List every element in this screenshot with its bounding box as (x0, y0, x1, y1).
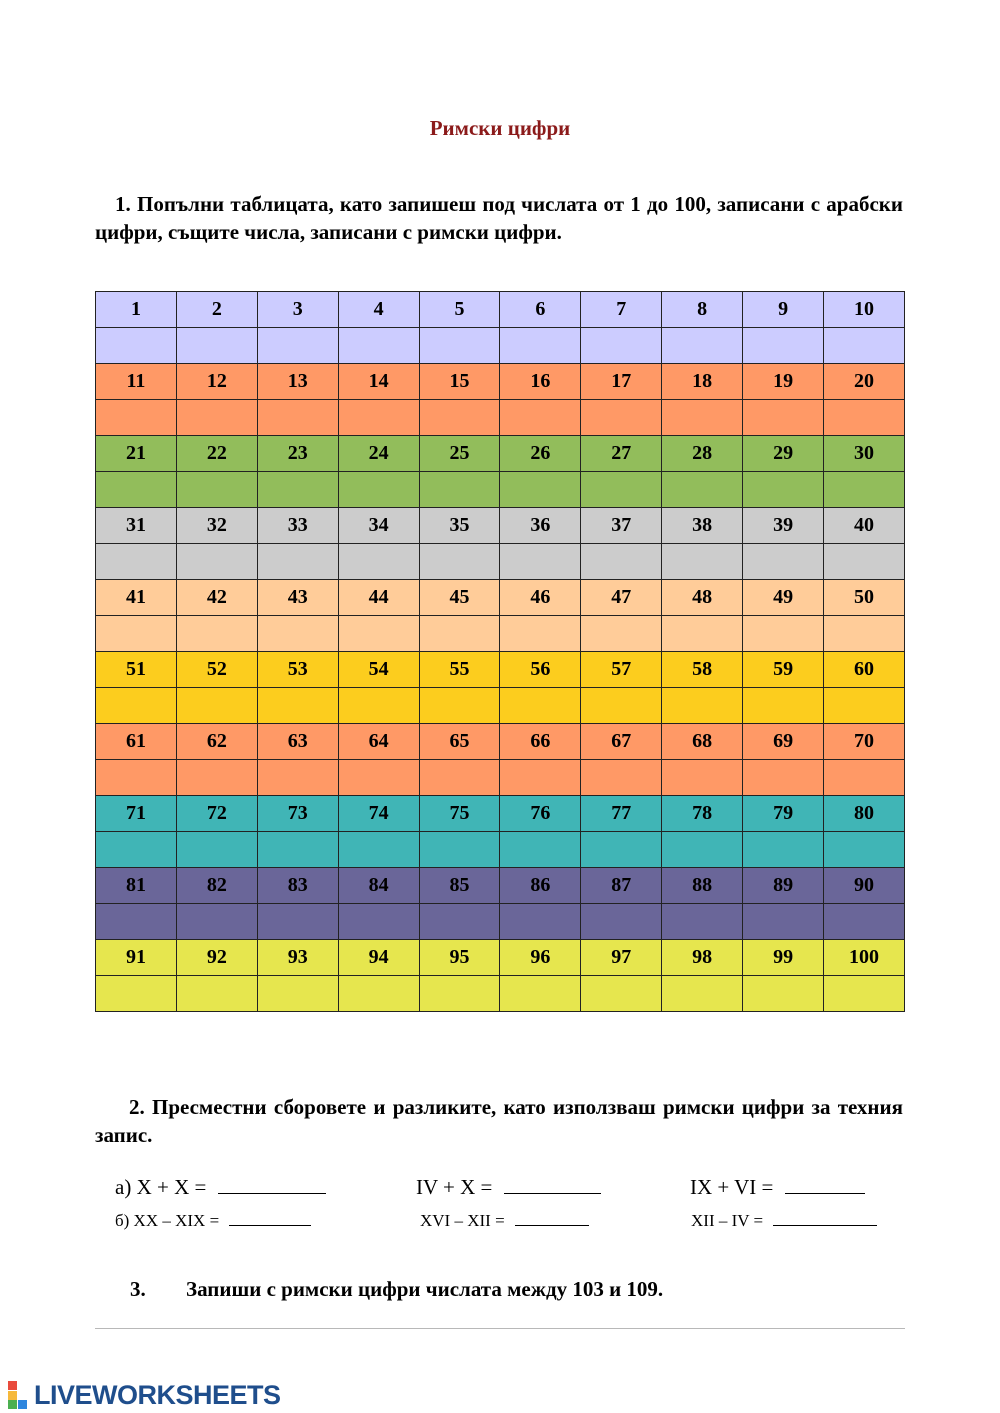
number-cell: 24 (338, 436, 419, 472)
answer-cell[interactable] (96, 976, 177, 1012)
number-cell: 6 (500, 292, 581, 328)
number-cell: 39 (743, 508, 824, 544)
answer-cell[interactable] (500, 472, 581, 508)
number-cell: 66 (500, 724, 581, 760)
number-cell: 9 (743, 292, 824, 328)
number-cell: 92 (176, 940, 257, 976)
answer-cell[interactable] (176, 472, 257, 508)
answer-cell[interactable] (257, 400, 338, 436)
answer-cell[interactable] (419, 832, 500, 868)
answer-blank-a3[interactable] (785, 1192, 865, 1194)
number-cell: 61 (96, 724, 177, 760)
number-row (96, 796, 905, 832)
answer-cell[interactable] (662, 544, 743, 580)
number-cell: 75 (419, 796, 500, 832)
answer-cell[interactable] (581, 616, 662, 652)
answer-cell[interactable] (500, 688, 581, 724)
number-cell: 25 (419, 436, 500, 472)
number-cell: 77 (581, 796, 662, 832)
number-cell: 90 (824, 868, 905, 904)
number-cell: 84 (338, 868, 419, 904)
answer-cell[interactable] (419, 760, 500, 796)
answer-cell[interactable] (176, 544, 257, 580)
answer-cell[interactable] (743, 688, 824, 724)
logo-text: LIVEWORKSHEETS (34, 1379, 281, 1410)
number-cell: 12 (176, 364, 257, 400)
number-row (96, 652, 905, 688)
number-cell: 55 (419, 652, 500, 688)
number-cell: 31 (96, 508, 177, 544)
answer-cell[interactable] (500, 328, 581, 364)
number-cell: 40 (824, 508, 905, 544)
answer-cell[interactable] (176, 400, 257, 436)
answer-cell[interactable] (500, 760, 581, 796)
answer-cell[interactable] (500, 904, 581, 940)
number-cell: 74 (338, 796, 419, 832)
answer-cell[interactable] (176, 976, 257, 1012)
answer-cell[interactable] (176, 616, 257, 652)
answer-cell[interactable] (581, 544, 662, 580)
answer-cell[interactable] (257, 328, 338, 364)
answer-cell[interactable] (257, 760, 338, 796)
number-cell: 76 (500, 796, 581, 832)
number-cell: 44 (338, 580, 419, 616)
number-cell: 53 (257, 652, 338, 688)
answer-cell[interactable] (338, 976, 419, 1012)
answer-cell[interactable] (581, 472, 662, 508)
number-cell: 32 (176, 508, 257, 544)
answer-cell[interactable] (419, 544, 500, 580)
answer-cell[interactable] (824, 904, 905, 940)
answer-cell[interactable] (419, 472, 500, 508)
answer-cell[interactable] (419, 976, 500, 1012)
answer-cell[interactable] (500, 400, 581, 436)
number-cell: 30 (824, 436, 905, 472)
answer-cell[interactable] (257, 904, 338, 940)
number-cell: 71 (96, 796, 177, 832)
answer-row (96, 904, 905, 940)
number-cell: 94 (338, 940, 419, 976)
number-cell: 73 (257, 796, 338, 832)
answer-cell[interactable] (743, 760, 824, 796)
number-row (96, 508, 905, 544)
footer-divider (95, 1328, 905, 1329)
exercise-b2 (420, 1211, 589, 1231)
answer-cell[interactable] (338, 616, 419, 652)
answer-cell[interactable] (824, 832, 905, 868)
answer-cell[interactable] (338, 544, 419, 580)
answer-cell[interactable] (96, 400, 177, 436)
number-cell: 28 (662, 436, 743, 472)
answer-cell[interactable] (824, 760, 905, 796)
answer-cell[interactable] (581, 328, 662, 364)
answer-cell[interactable] (743, 400, 824, 436)
number-cell: 48 (662, 580, 743, 616)
number-cell: 65 (419, 724, 500, 760)
answer-cell[interactable] (500, 616, 581, 652)
answer-row (96, 976, 905, 1012)
number-cell: 82 (176, 868, 257, 904)
answer-cell[interactable] (500, 832, 581, 868)
number-cell: 72 (176, 796, 257, 832)
answer-cell[interactable] (338, 472, 419, 508)
number-cell: 83 (257, 868, 338, 904)
answer-cell[interactable] (743, 616, 824, 652)
number-cell: 36 (500, 508, 581, 544)
answer-cell[interactable] (338, 760, 419, 796)
number-cell: 100 (824, 940, 905, 976)
number-cell: 62 (176, 724, 257, 760)
answer-cell[interactable] (581, 832, 662, 868)
answer-cell[interactable] (338, 400, 419, 436)
answer-blank-b3[interactable] (773, 1224, 877, 1226)
number-row (96, 580, 905, 616)
number-cell: 51 (96, 652, 177, 688)
number-cell: 10 (824, 292, 905, 328)
liveworksheets-logo[interactable] (8, 1380, 281, 1410)
number-cell: 95 (419, 940, 500, 976)
answer-row (96, 544, 905, 580)
answer-cell[interactable] (338, 904, 419, 940)
exercise-b3 (691, 1211, 877, 1231)
answer-cell[interactable] (176, 760, 257, 796)
number-cell: 42 (176, 580, 257, 616)
task3-number: 3. (130, 1277, 146, 1301)
answer-blank-a1[interactable] (218, 1192, 326, 1194)
number-cell: 50 (824, 580, 905, 616)
number-cell: 56 (500, 652, 581, 688)
task3-instructions (130, 1277, 663, 1302)
answer-cell[interactable] (824, 328, 905, 364)
logo-block (8, 1381, 17, 1390)
number-cell: 13 (257, 364, 338, 400)
answer-cell[interactable] (500, 976, 581, 1012)
answer-cell[interactable] (257, 688, 338, 724)
number-cell: 8 (662, 292, 743, 328)
number-cell: 15 (419, 364, 500, 400)
answer-cell[interactable] (257, 976, 338, 1012)
number-cell: 98 (662, 940, 743, 976)
answer-cell[interactable] (662, 976, 743, 1012)
page-title: Римски цифри (429, 116, 571, 140)
answer-cell[interactable] (176, 904, 257, 940)
answer-cell[interactable] (824, 400, 905, 436)
answer-cell[interactable] (176, 832, 257, 868)
exercise-a1-label: а) X + X = (115, 1175, 207, 1199)
number-cell: 57 (581, 652, 662, 688)
exercise-a2 (416, 1175, 601, 1200)
logo-blocks-icon (8, 1381, 32, 1409)
answer-cell[interactable] (743, 832, 824, 868)
logo-block (18, 1400, 27, 1409)
number-cell: 3 (257, 292, 338, 328)
answer-cell[interactable] (662, 832, 743, 868)
number-cell: 17 (581, 364, 662, 400)
answer-cell[interactable] (662, 472, 743, 508)
number-cell: 45 (419, 580, 500, 616)
number-cell: 81 (96, 868, 177, 904)
number-cell: 34 (338, 508, 419, 544)
answer-cell[interactable] (176, 688, 257, 724)
answer-cell[interactable] (500, 544, 581, 580)
answer-cell[interactable] (662, 760, 743, 796)
answer-cell[interactable] (662, 616, 743, 652)
answer-cell[interactable] (257, 616, 338, 652)
number-cell: 85 (419, 868, 500, 904)
number-row (96, 868, 905, 904)
answer-blank-a2[interactable] (504, 1192, 601, 1194)
answer-cell[interactable] (824, 976, 905, 1012)
exercise-b2-label: XVI – XII = (420, 1211, 505, 1230)
number-cell: 68 (662, 724, 743, 760)
number-cell: 14 (338, 364, 419, 400)
number-cell: 91 (96, 940, 177, 976)
answer-cell[interactable] (743, 904, 824, 940)
answer-cell[interactable] (662, 904, 743, 940)
answer-cell[interactable] (96, 688, 177, 724)
number-cell: 59 (743, 652, 824, 688)
number-cell: 5 (419, 292, 500, 328)
number-cell: 86 (500, 868, 581, 904)
answer-cell[interactable] (662, 688, 743, 724)
answer-cell[interactable] (743, 472, 824, 508)
number-cell: 64 (338, 724, 419, 760)
answer-cell[interactable] (257, 544, 338, 580)
exercise-a2-label: IV + X = (416, 1175, 493, 1199)
logo-block (8, 1391, 17, 1400)
number-cell: 79 (743, 796, 824, 832)
number-cell: 88 (662, 868, 743, 904)
number-cell: 11 (96, 364, 177, 400)
number-cell: 47 (581, 580, 662, 616)
task2-instructions: 2. Пресместни сборовете и разликите, като използваш римски цифри за техния запис. (95, 1095, 903, 1147)
number-cell: 80 (824, 796, 905, 832)
answer-cell[interactable] (338, 688, 419, 724)
exercise-b3-label: XII – IV = (691, 1211, 764, 1230)
answer-cell[interactable] (581, 760, 662, 796)
number-cell: 35 (419, 508, 500, 544)
number-cell: 69 (743, 724, 824, 760)
answer-cell[interactable] (581, 688, 662, 724)
number-row (96, 292, 905, 328)
answer-cell[interactable] (581, 976, 662, 1012)
number-cell: 70 (824, 724, 905, 760)
number-cell: 27 (581, 436, 662, 472)
number-cell: 78 (662, 796, 743, 832)
number-cell: 16 (500, 364, 581, 400)
answer-cell[interactable] (338, 832, 419, 868)
answer-cell[interactable] (824, 688, 905, 724)
task3-text: Запиши с римски цифри числата между 103 и 109. (186, 1277, 664, 1301)
answer-cell[interactable] (662, 328, 743, 364)
answer-blank-b1[interactable] (229, 1224, 311, 1226)
number-cell: 96 (500, 940, 581, 976)
answer-row (96, 616, 905, 652)
number-cell: 1 (96, 292, 177, 328)
number-cell: 41 (96, 580, 177, 616)
number-cell: 4 (338, 292, 419, 328)
answer-cell[interactable] (662, 400, 743, 436)
number-row (96, 436, 905, 472)
answer-cell[interactable] (96, 544, 177, 580)
number-cell: 60 (824, 652, 905, 688)
answer-cell[interactable] (96, 472, 177, 508)
number-cell: 52 (176, 652, 257, 688)
logo-block (8, 1400, 17, 1409)
answer-cell[interactable] (824, 616, 905, 652)
answer-cell[interactable] (338, 328, 419, 364)
answer-cell[interactable] (96, 760, 177, 796)
answer-cell[interactable] (96, 616, 177, 652)
number-cell: 38 (662, 508, 743, 544)
roman-numerals-table (95, 291, 905, 1012)
answer-cell[interactable] (419, 688, 500, 724)
number-cell: 22 (176, 436, 257, 472)
number-cell: 18 (662, 364, 743, 400)
answer-cell[interactable] (257, 472, 338, 508)
number-cell: 26 (500, 436, 581, 472)
number-cell: 93 (257, 940, 338, 976)
number-cell: 49 (743, 580, 824, 616)
answer-cell[interactable] (176, 328, 257, 364)
number-row (96, 940, 905, 976)
answer-cell[interactable] (257, 832, 338, 868)
answer-row (96, 688, 905, 724)
number-cell: 67 (581, 724, 662, 760)
answer-cell[interactable] (419, 616, 500, 652)
number-row (96, 364, 905, 400)
number-cell: 63 (257, 724, 338, 760)
answer-cell[interactable] (581, 904, 662, 940)
answer-cell[interactable] (419, 904, 500, 940)
answer-cell[interactable] (743, 544, 824, 580)
exercise-b1-label: б) XX – XIX = (115, 1211, 220, 1230)
number-cell: 43 (257, 580, 338, 616)
answer-cell[interactable] (96, 328, 177, 364)
number-cell: 37 (581, 508, 662, 544)
number-cell: 87 (581, 868, 662, 904)
answer-cell[interactable] (419, 400, 500, 436)
answer-blank-b2[interactable] (515, 1224, 589, 1226)
number-cell: 99 (743, 940, 824, 976)
answer-row (96, 400, 905, 436)
number-cell: 20 (824, 364, 905, 400)
answer-row (96, 760, 905, 796)
exercise-a3-label: IX + VI = (690, 1175, 774, 1199)
exercise-a1 (115, 1175, 326, 1200)
exercise-b1 (115, 1211, 311, 1231)
number-cell: 21 (96, 436, 177, 472)
answer-row (96, 472, 905, 508)
answer-cell[interactable] (824, 472, 905, 508)
task1-instructions: 1. Попълни таблицата, като запишеш под числата от 1 до 100, записани с арабски цифри, същите числа, записани с римски цифри. (95, 192, 903, 244)
answer-row (96, 832, 905, 868)
number-cell: 19 (743, 364, 824, 400)
answer-cell[interactable] (96, 832, 177, 868)
number-row (96, 724, 905, 760)
number-cell: 58 (662, 652, 743, 688)
answer-cell[interactable] (581, 400, 662, 436)
number-cell: 89 (743, 868, 824, 904)
exercise-a3 (690, 1175, 865, 1200)
answer-cell[interactable] (419, 328, 500, 364)
number-cell: 2 (176, 292, 257, 328)
number-cell: 46 (500, 580, 581, 616)
answer-cell[interactable] (96, 904, 177, 940)
number-cell: 97 (581, 940, 662, 976)
answer-cell[interactable] (743, 328, 824, 364)
answer-row (96, 328, 905, 364)
number-cell: 7 (581, 292, 662, 328)
answer-cell[interactable] (824, 544, 905, 580)
number-cell: 54 (338, 652, 419, 688)
answer-cell[interactable] (743, 976, 824, 1012)
number-cell: 33 (257, 508, 338, 544)
number-cell: 23 (257, 436, 338, 472)
number-cell: 29 (743, 436, 824, 472)
